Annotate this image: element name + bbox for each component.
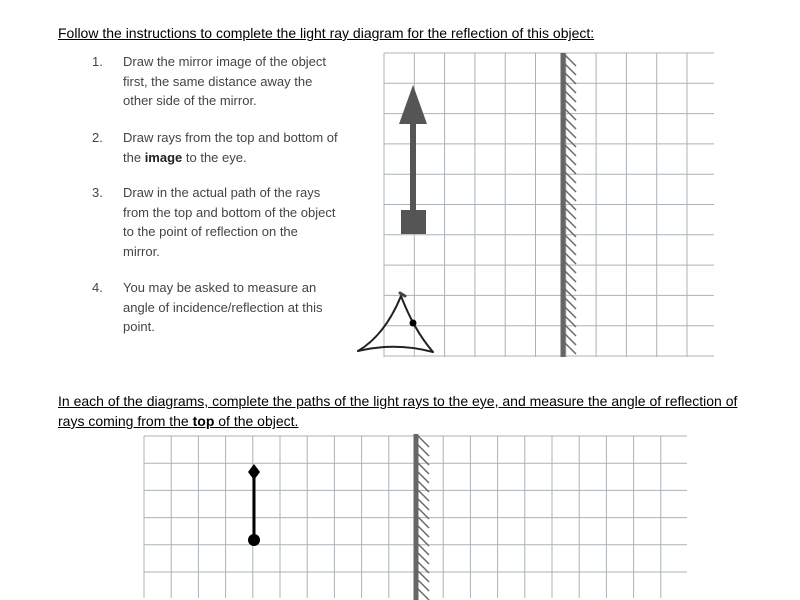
mirror-hatch — [565, 334, 576, 345]
arrow-object-icon — [399, 85, 427, 234]
mirror-hatch — [565, 172, 576, 183]
mirror-hatch — [565, 217, 576, 228]
mirror-hatch — [565, 235, 576, 246]
mirror-hatch — [565, 136, 576, 147]
mirror-hatch — [565, 289, 576, 300]
mirror-hatch — [565, 226, 576, 237]
mirror-hatch — [418, 526, 429, 537]
mirror-hatch — [418, 571, 429, 582]
mirror-hatch — [418, 517, 429, 528]
mirror-icon — [416, 434, 429, 600]
step-text: You may be asked to measure an angle of incidence/reflection at this point. — [123, 280, 323, 334]
bold-word: image — [144, 149, 183, 165]
mirror-hatch — [418, 463, 429, 474]
instructions-heading: Follow the instructions to complete the light ray diagram for the reflection of this object: — [58, 25, 595, 41]
mirror-hatch — [418, 562, 429, 573]
mirror-hatch — [565, 181, 576, 192]
bold-word: top — [192, 413, 215, 429]
mirror-hatch — [565, 253, 576, 264]
mirror-hatch — [565, 163, 576, 174]
mirror-hatch — [418, 580, 429, 591]
step-number: 3. — [92, 185, 103, 200]
mirror-hatch — [565, 64, 576, 75]
mirror-hatch — [565, 190, 576, 201]
top-grid — [384, 53, 714, 357]
step-text: Draw the mirror image of the object first, the same distance away the other side of the mirror. — [123, 54, 327, 108]
eye-icon — [358, 293, 433, 352]
mirror-hatch — [565, 73, 576, 84]
mirror-hatch — [565, 109, 576, 120]
mirror-hatch — [565, 154, 576, 165]
step-text: Draw rays from the top and bottom of the image to the eye. — [123, 130, 338, 165]
mirror-hatch — [418, 445, 429, 456]
mirror-hatch — [565, 100, 576, 111]
mirror-hatch — [418, 499, 429, 510]
mirror-hatch — [418, 472, 429, 483]
mirror-hatch — [565, 145, 576, 156]
mirror-hatch — [565, 208, 576, 219]
mirror-hatch — [418, 436, 429, 447]
mirror-hatch — [565, 244, 576, 255]
mirror-hatch — [565, 91, 576, 102]
mirror-hatch — [565, 127, 576, 138]
mirror-hatch — [418, 544, 429, 555]
mirror-hatch — [418, 553, 429, 564]
step-number: 4. — [92, 280, 103, 295]
mirror-hatch — [565, 325, 576, 336]
mirror-hatch — [565, 262, 576, 273]
mirror-hatch — [418, 490, 429, 501]
mirror-hatch — [565, 118, 576, 129]
mirror-hatch — [565, 280, 576, 291]
mirror-hatch — [565, 343, 576, 354]
step-number: 2. — [92, 130, 103, 145]
mirror-hatch — [565, 55, 576, 66]
mirror-hatch — [418, 589, 429, 600]
mirror-hatch — [565, 298, 576, 309]
mirror-hatch — [565, 307, 576, 318]
mirror-hatch — [565, 271, 576, 282]
step-number: 1. — [92, 54, 103, 69]
step-text: Draw in the actual path of the rays from the top and bottom of the object to the point of reflection on the mirror. — [123, 185, 336, 259]
diagrams-heading: In each of the diagrams, complete the paths of the light rays to the eye, and measure the angle of reflection of rays coming from the top of the object. — [58, 393, 738, 429]
diamond-dot-object-icon — [248, 464, 260, 546]
